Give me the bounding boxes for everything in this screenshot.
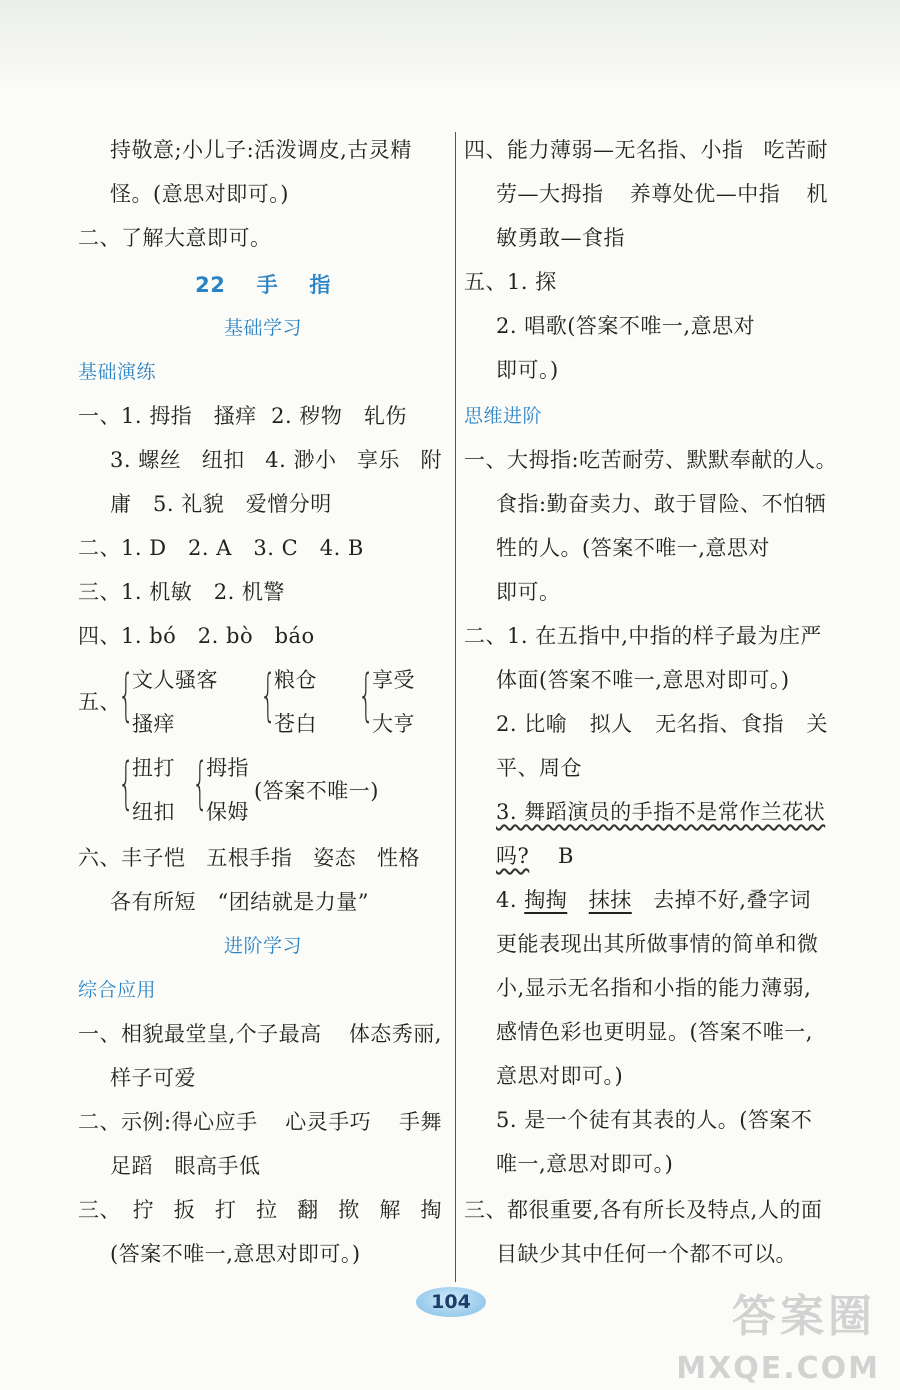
answer-item: 机 bbox=[806, 182, 828, 206]
answer-item: 4. 渺小 bbox=[265, 448, 337, 472]
answer-line: 五、1. 探 bbox=[464, 270, 557, 294]
word-item: 纽扣 bbox=[132, 800, 175, 824]
answer-line: 敏勇敢—食指 bbox=[496, 226, 625, 250]
word-item: 大亨 bbox=[372, 712, 415, 736]
answer-item: 掏掏 bbox=[524, 888, 568, 912]
word-item: 扭打 bbox=[132, 756, 175, 780]
answer-item: 三、 bbox=[78, 1198, 121, 1222]
answer-line: 即可。) bbox=[496, 358, 559, 382]
answer-line: 2. 唱歌(答案不唯一,意思对 bbox=[496, 314, 756, 338]
answer-item: 享乐 bbox=[356, 448, 400, 472]
answer-line bbox=[496, 878, 811, 922]
answer-item: 姿态 bbox=[313, 846, 357, 870]
word-item: 搔痒 bbox=[132, 712, 175, 736]
answer-line: 5. 是一个徒有其表的人。(答案不 bbox=[496, 1108, 813, 1132]
answer-item: 附 bbox=[420, 448, 442, 472]
answer-item: 六、丰子恺 bbox=[78, 846, 186, 870]
answer-line: 三、都很重要,各有所长及特点,人的面 bbox=[464, 1198, 823, 1222]
answer-item: 体态秀丽, bbox=[348, 1022, 442, 1046]
answer-line: 样子可爱 bbox=[110, 1066, 196, 1090]
brace-icon: { bbox=[118, 663, 135, 728]
answer-line bbox=[496, 172, 828, 216]
subsection-heading: 思维进阶 bbox=[464, 405, 543, 427]
page-top-shadow bbox=[0, 0, 900, 90]
answer-line bbox=[78, 836, 420, 880]
answer-item: 心灵手巧 bbox=[285, 1110, 372, 1134]
answer-item: 抹抹 bbox=[588, 888, 632, 912]
answer-line: 二、1. 在五指中,中指的样子最为庄严 bbox=[464, 624, 822, 648]
brace-icon: { bbox=[192, 751, 209, 816]
answer-line: 体面(答案不唯一,意思对即可。) bbox=[496, 668, 790, 692]
brace-icon: { bbox=[260, 663, 277, 728]
answer-item: 一、相貌最堂皇,个子最高 bbox=[78, 1022, 322, 1046]
subsection-heading: 综合应用 bbox=[78, 979, 157, 1001]
watermark-url: MXQE.COM bbox=[676, 1351, 880, 1386]
answer-item: 拧 bbox=[132, 1198, 155, 1222]
text-line: 持敬意;小儿子:活泼调皮,古灵精 bbox=[110, 138, 412, 162]
answer-item: 2. 秽物 bbox=[271, 404, 343, 428]
answer-item: 吃苦耐 bbox=[763, 138, 828, 162]
answer-line bbox=[464, 128, 828, 172]
answer-line bbox=[496, 702, 828, 746]
watermark-logo: 答案圈 bbox=[732, 1291, 876, 1342]
answer-item: 五根手指 bbox=[206, 846, 293, 870]
answer-line bbox=[110, 880, 369, 924]
answer-item: 揿 bbox=[338, 1198, 360, 1222]
answer-line: 小,显示无名指和小指的能力薄弱, bbox=[496, 976, 812, 1000]
word-item: 保姆 bbox=[206, 800, 249, 824]
question-prefix: 五、 bbox=[78, 690, 121, 714]
answer-line: 牲的人。(答案不唯一,意思对 bbox=[496, 536, 770, 560]
answer-line bbox=[496, 834, 574, 878]
answer-item: 养尊处优—中指 bbox=[629, 182, 781, 206]
text-line: 怪。(意思对即可。) bbox=[110, 182, 289, 206]
page-number: 104 bbox=[416, 1287, 486, 1317]
lesson-title bbox=[78, 263, 448, 307]
answer-line bbox=[78, 1012, 442, 1056]
answer-line: 四、1. bó 2. bò báo bbox=[78, 624, 315, 648]
answer-line: (答案不唯一,意思对即可。) bbox=[110, 1242, 361, 1266]
answer-line: 目缺少其中任何一个都不可以。 bbox=[496, 1242, 797, 1266]
answer-item: 眼高手低 bbox=[174, 1154, 261, 1178]
answer-item: 3. 舞蹈演员的手指不是常作兰花状 bbox=[496, 800, 826, 824]
subsection-heading: 基础演练 bbox=[78, 361, 157, 383]
answer-line bbox=[110, 482, 332, 526]
answer-line: 一、大拇指:吃苦耐劳、默默奉献的人。 bbox=[464, 448, 838, 472]
answer-item: 手舞 bbox=[398, 1110, 442, 1134]
answer-item: 拉 bbox=[256, 1198, 278, 1222]
answer-item: 翻 bbox=[297, 1198, 319, 1222]
answer-item: 四、能力薄弱—无名指、小指 bbox=[464, 138, 744, 162]
word-item: 苍白 bbox=[274, 712, 317, 736]
answer-line bbox=[496, 790, 825, 834]
answer-item: 掏 bbox=[420, 1198, 442, 1222]
brace-icon: { bbox=[358, 663, 375, 728]
answer-item: 关 bbox=[806, 712, 828, 736]
answer-item: B bbox=[557, 844, 574, 868]
answer-item: 一、1. 拇指 bbox=[78, 404, 193, 428]
answer-item: 2. 比喻 bbox=[496, 712, 568, 736]
answer-item: 轧伤 bbox=[363, 404, 407, 428]
answer-item: 解 bbox=[379, 1198, 401, 1222]
answer-item: 无名指、食指 bbox=[655, 712, 785, 736]
lesson-title-char: 手 bbox=[256, 273, 279, 297]
answer-item: 爱憎分明 bbox=[245, 492, 332, 516]
answer-line bbox=[110, 438, 442, 482]
word-item: 拇指 bbox=[206, 756, 249, 780]
brace-icon: { bbox=[118, 751, 135, 816]
lesson-title-char: 指 bbox=[309, 273, 331, 297]
answer-item: 打 bbox=[214, 1198, 237, 1222]
answer-item: 搔痒 bbox=[213, 404, 257, 428]
answer-line: 食指:勤奋卖力、敢于冒险、不怕牺 bbox=[496, 492, 827, 516]
answer-line: 意思对即可。) bbox=[496, 1064, 624, 1088]
column-divider bbox=[455, 132, 456, 1282]
answer-line bbox=[78, 1188, 442, 1232]
answer-line: 二、1. D 2. A 3. C 4. B bbox=[78, 536, 364, 560]
section-heading: 进阶学习 bbox=[223, 935, 302, 957]
answer-item: 3. 螺丝 bbox=[110, 448, 182, 472]
answer-item: 去掉不好,叠字词 bbox=[653, 888, 811, 912]
text-line: 二、了解大意即可。 bbox=[78, 226, 272, 250]
answer-item: 5. 礼貌 bbox=[153, 492, 225, 516]
answer-item: 二、示例:得心应手 bbox=[78, 1110, 258, 1134]
answer-item: 劳—大拇指 bbox=[496, 182, 604, 206]
lesson-number: 22 bbox=[195, 273, 226, 297]
answer-line: 感情色彩也更明显。(答案不唯一, bbox=[496, 1020, 813, 1044]
answer-line: 唯一,意思对即可。) bbox=[496, 1152, 674, 1176]
section-heading: 基础学习 bbox=[223, 317, 302, 339]
answer-item: 纽扣 bbox=[201, 448, 245, 472]
answer-line bbox=[78, 394, 448, 438]
answer-item: 拟人 bbox=[589, 712, 633, 736]
answer-line: 更能表现出其所做事情的简单和微 bbox=[496, 932, 819, 956]
answer-note: (答案不唯一) bbox=[254, 779, 379, 803]
answer-item: 足蹈 bbox=[110, 1154, 153, 1178]
word-item: 文人骚客 bbox=[132, 668, 218, 692]
answer-line: 三、1. 机敏 2. 机警 bbox=[78, 580, 285, 604]
answer-item: 各有所短 bbox=[110, 890, 196, 914]
answer-line bbox=[110, 1144, 261, 1188]
word-item: 享受 bbox=[372, 668, 415, 692]
answer-line bbox=[78, 1100, 442, 1144]
answer-item: 庸 bbox=[110, 492, 132, 516]
answer-item: 扳 bbox=[173, 1198, 196, 1222]
word-item: 粮仓 bbox=[274, 668, 317, 692]
answer-line: 即可。 bbox=[496, 580, 561, 604]
answer-item: 吗? bbox=[496, 844, 530, 868]
answer-item: 4. bbox=[496, 888, 518, 912]
answer-line: 平、周仓 bbox=[496, 756, 582, 780]
answer-item: 性格 bbox=[376, 846, 420, 870]
answer-item: “团结就是力量” bbox=[217, 890, 370, 914]
